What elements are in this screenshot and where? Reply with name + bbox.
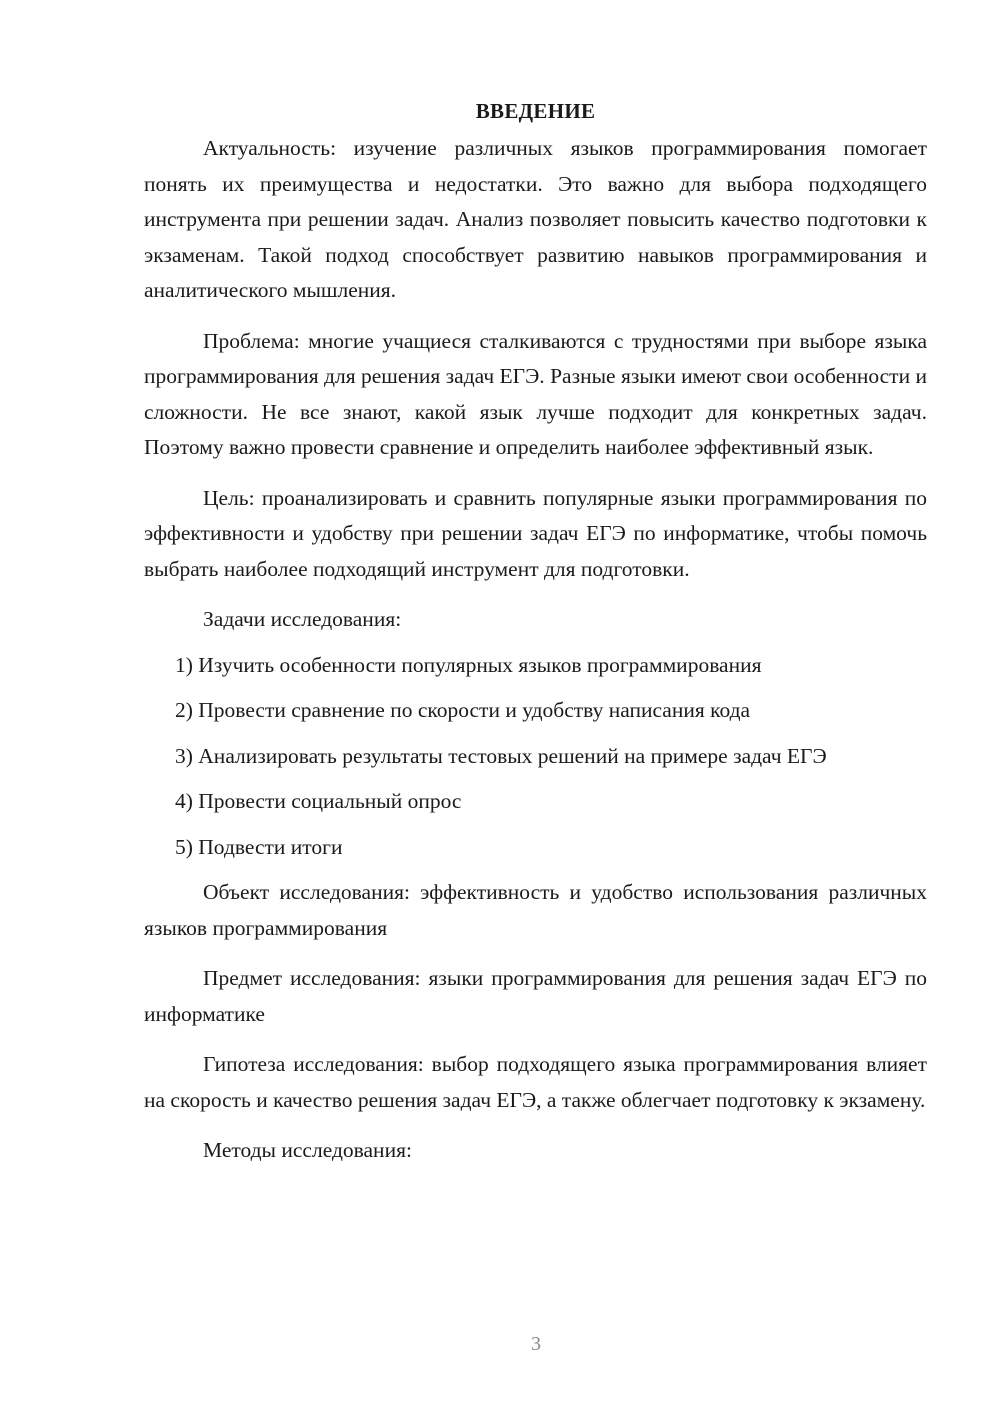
paragraph-object: Объект исследования: эффективность и удобство использования различных языков программирования (144, 880, 927, 940)
task-item-2: 2) Провести сравнение по скорости и удобству написания кода (175, 698, 751, 722)
task-item-3: 3) Анализировать результаты тестовых решений на примере задач ЕГЭ (175, 743, 827, 768)
paragraph-relevance: Актуальность: изучение различных языков программирования помогает понять их преимущества и недостатки. Это важно для выбора подходящего инструмента при решении задач. Анализ позволяет повысить качество подготовки к экзаменам. Такой подход способствует развитию навыков программирования и аналитического мышления. (144, 136, 927, 302)
task-item-1: 1) Изучить особенности популярных языков программирования (175, 652, 762, 677)
tasks-heading: Задачи исследования: (203, 607, 402, 631)
task-item-5: 5) Подвести итоги (175, 834, 343, 859)
task-item-4: 4) Провести социальный опрос (175, 789, 462, 813)
paragraph-goal: Цель: проанализировать и сравнить популярные языки программирования по эффективности и удобству при решении задач ЕГЭ по информатике, чтобы помочь выбрать наиболее подходящий инструмент для подготовки. (144, 485, 927, 581)
page-number: 3 (531, 1333, 541, 1355)
document-page (144, 96, 927, 1179)
paragraph-problem: Проблема: многие учащиеся сталкиваются с трудностями при выборе языка программирования для решения задач ЕГЭ. Разные языки имеют свои особенности и сложности. Не все знают, какой язык лучше подходит для конкретных задач. Поэтому важно провести сравнение и определить наиболее эффективный язык. (144, 328, 927, 459)
paragraph-subject: Предмет исследования: языки программирования для решения задач ЕГЭ по информатике (144, 966, 927, 1026)
paragraph-hypothesis: Гипотеза исследования: выбор подходящего языка программирования влияет на скорость и качество решения задач ЕГЭ, а также облегчает подготовку к экзамену. (144, 1052, 927, 1112)
methods-heading: Методы исследования: (203, 1138, 412, 1162)
section-title: ВВЕДЕНИЕ (475, 99, 596, 123)
